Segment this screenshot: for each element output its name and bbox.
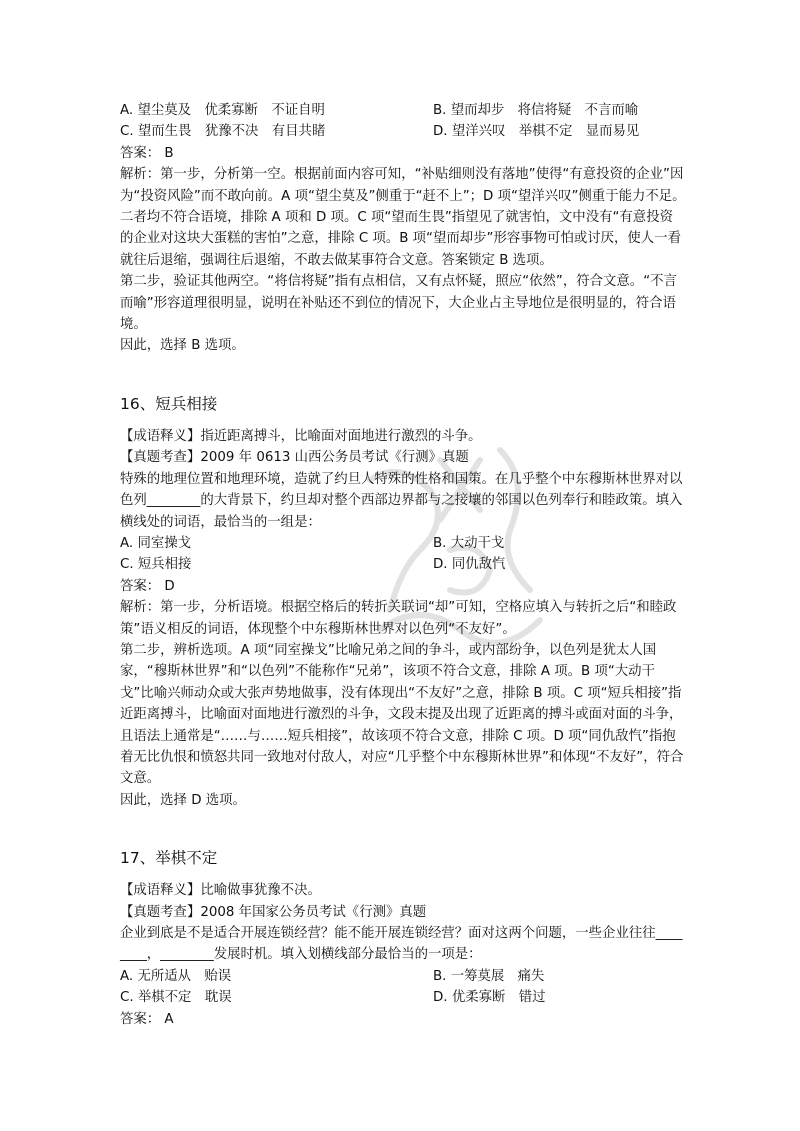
q15-answer: 答案： B xyxy=(120,145,174,161)
q17-option-d: D. 优柔寡断 错过 xyxy=(433,990,546,1006)
q16-options-row-2 xyxy=(120,554,686,575)
q17-options-row-2 xyxy=(120,987,686,1008)
q16-answer: 答案： D xyxy=(120,578,175,594)
q17-answer: 答案： A xyxy=(120,1011,174,1027)
q17-source: 【真题考查】2008 年国家公务员考试《行测》真题 xyxy=(120,904,427,920)
q17-heading: 17、举棋不定 xyxy=(120,849,218,868)
document-body xyxy=(120,100,686,1030)
q15-analysis-step-2: 第二步，验证其他两空。“将信将疑”指有点相信，又有点怀疑，照应“依然”，符合文意。“不言而喻”形容道理很明显，说明在补贴还不到位的情况下，大企业占主导地位是很明显的，符合语境。 xyxy=(120,274,677,333)
q17-options-row-1 xyxy=(120,966,686,987)
q16-meaning: 【成语释义】指近距离搏斗，比喻面对面地进行激烈的斗争。 xyxy=(120,428,482,444)
q17-stem: 企业到底是不是适合开展连锁经营？能不能开展连锁经营？面对这两个问题，一些企业往往________，________发展时机。填入划横线部分最恰当的一项是： xyxy=(120,926,683,963)
q16-option-d: D. 同仇敌忾 xyxy=(433,557,506,573)
q16-option-b: B. 大动干戈 xyxy=(433,535,505,551)
q15-option-a: A. 望尘莫及 优柔寡断 不证自明 xyxy=(120,103,325,118)
q15-option-d: D. 望洋兴叹 举棋不定 显而易见 xyxy=(433,124,640,140)
q15-option-c: C. 望而生畏 犹豫不决 有目共睹 xyxy=(120,124,326,140)
q15-analysis-step-1: 解析：第一步，分析第一空。根据前面内容可知，“补贴细则没有落地”使得“有意投资的企业”因为“投资风险”而不敢向前。A 项“望尘莫及”侧重于“赶不上”；D 项“望洋兴叹”侧重于能力不足。二者均不符合语境，排除 A 项和 D 项。C 项“望而生畏”指望见了就害怕，文中没有“有意投资的企业对这块大蛋糕的害怕”之意，排除 C 项。B 项“望而却步”形容事物可怕或讨厌，使人一看就往后退缩，强调往后退缩，不敢去做某事符合文意。答案锁定 B 选项。 xyxy=(120,167,686,268)
q16-stem: 特殊的地理位置和地理环境，造就了约旦人特殊的性格和国策。在几乎整个中东穆斯林世界对以色列________的大背景下，约旦却对整个西部边界都与之接壤的邻国以色列奉行和睦政策。填入横线处的词语，最恰当的一组是： xyxy=(120,471,683,530)
q16-analysis-step-2: 第二步，辨析选项。A 项“同室操戈”比喻兄弟之间的争斗，或内部纷争，以色列是犹太人国家，“穆斯林世界”和“以色列”不能称作“兄弟”，该项不符合文意，排除 A 项。B 项“大动干戈”比喻兴师动众或大张声势地做事，没有体现出“不友好”之意，排除 B 项。C 项“短兵相接”指近距离搏斗，比喻面对面地进行激烈的斗争，文段末提及出现了近距离的搏斗或面对面的斗争，且语法上通常是“……与……短兵相接”，故该项不符合文意，排除 C 项。D 项“同仇敌忾”指抱着无比仇恨和愤怒共同一致地对付敌人，对应“几乎整个中东穆斯林世界”和体现“不友好”，符合文意。 xyxy=(120,642,684,787)
q17-option-b: B. 一筹莫展 痛失 xyxy=(433,968,545,984)
q17-meaning: 【成语释义】比喻做事犹豫不决。 xyxy=(120,883,321,899)
q15-option-b: B. 望而却步 将信将疑 不言而喻 xyxy=(433,103,639,118)
q16-heading: 16、短兵相接 xyxy=(120,394,218,413)
q16-option-a: A. 同室操戈 xyxy=(120,535,191,551)
q15-conclusion: 因此，选择 B 选项。 xyxy=(120,338,245,354)
q15-options-row-2 xyxy=(120,121,686,142)
q16-source: 【真题考查】2009 年 0613 山西公务员考试《行测》真题 xyxy=(120,450,469,466)
q16-option-c: C. 短兵相接 xyxy=(120,557,192,573)
q15-options-row-1 xyxy=(120,100,686,121)
q17-option-c: C. 举棋不定 耽误 xyxy=(120,990,232,1006)
q16-options-row-1 xyxy=(120,533,686,554)
q16-analysis-step-1: 解析：第一步，分析语境。根据空格后的转折关联词“却”可知，空格应填入与转折之后“和睦政策”语义相反的词语，体现整个中东穆斯林世界对以色列“不友好”。 xyxy=(120,600,677,637)
q16-conclusion: 因此，选择 D 选项。 xyxy=(120,792,246,808)
q17-option-a: A. 无所适从 贻误 xyxy=(120,968,232,984)
